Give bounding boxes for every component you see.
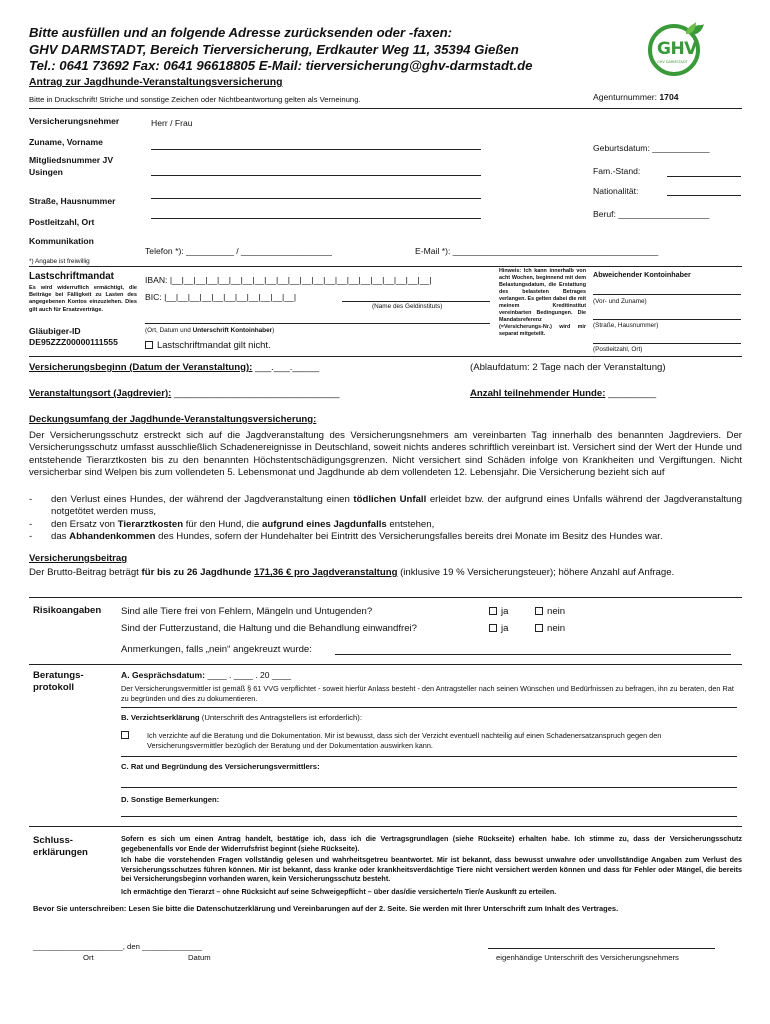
risk-remarks-label: Anmerkungen, falls „nein“ angekreuzt wurde: [121,644,312,655]
name-field[interactable] [151,149,481,150]
agent-number [593,92,679,102]
sepa-title: Lastschriftmandat [29,271,114,282]
closing-label: Schluss- erklärungen [33,835,88,858]
coverage-item-3: - das Abhandenkommen des Hundes, sofern der Hundehalter bei Eintritt des Versicherungsfalles bereits drei Monate im Besitz des Hundes war. [29,530,663,542]
risk-remarks-field[interactable] [335,654,731,655]
risk-q2-yes[interactable]: ja [489,623,508,634]
remarks-field[interactable] [121,816,737,817]
agent-label: Agenturnummer: [593,92,658,102]
risk-q1-no-checkbox[interactable] [535,607,543,615]
other-street-field[interactable] [593,319,741,320]
closing-paragraph-3: Ich ermächtige den Tierarzt – ohne Rücksicht auf seine Schweigepflicht – über das/die versicherte/n Tier/e Auskunft zu erteilen. [121,887,557,896]
closing-paragraph-2: Ich habe die vorstehenden Fragen vollständig gelesen und wahrheitsgetreu beantwortet. Mir ist bekannt, dass bewusst unwahre oder unvollständige Angaben zum Verlust des Versicherungsschutzes führen können. Mir ist bekannt, dass kranke oder krankheitsverdächtige Tiere nicht versichert werden können und dass für Fehler oder Mängel, die bereits bei Versicherungsbeginn vorhanden waren, kein Versicherungsschutz besteht. [121,855,742,884]
waiver-title: B. Verzichtserklärung (Unterschrift des Antragstellers ist erforderlich): [121,713,362,722]
other-street-caption: (Straße, Hausnummer) [593,322,659,329]
header-line-3: Tel.: 0641 73692 Fax: 0641 96618805 E-Mail: tierversicherung@ghv-darmstadt.de [29,58,533,73]
nationality-field[interactable] [667,195,741,196]
consult-label: Beratungs- protokoll [33,670,84,693]
other-holder-title: Abweichender Kontoinhaber [593,270,691,279]
email-field[interactable]: E-Mail *): ___________________________________________ [415,246,659,256]
consult-date-field[interactable]: ____ . ____ . 20 ____ [207,670,292,680]
waiver-checkbox[interactable] [121,731,129,739]
holder-signature-caption: (Ort, Datum und Unterschrift Kontoinhaber) [145,327,275,334]
date-caption: Datum [188,953,211,962]
coverage-item-2: - den Ersatz von Tierarztkosten für den Hund, die aufgrund eines Jagdunfalls entstehen, [29,518,435,530]
consult-date: A. Gesprächsdatum: ____ . ____ . 20 ____ [121,670,292,680]
place-caption: Ort [83,953,94,962]
sepa-text: Es wird widerruflich ermächtigt, die Beiträge bei Fälligkeit zu Lasten des angegebenen Kontos einzuziehen. Dies gilt auch für Ersatzverträge. [29,285,137,313]
bank-field[interactable] [342,301,490,302]
risk-q1-yes-checkbox[interactable] [489,607,497,615]
family-status-label: Fam.-Stand: [593,166,641,176]
consult-a-text: Der Versicherungsvermittler ist gemäß § 61 VVG verpflichtet - soweit hierfür Anlass besteht - den Antragsteller nach seinen Wünschen und Bedürfnissen zu befragen, ihn zu beraten, den Rat zu begründen und dies zu dokumentieren. [121,684,734,703]
risk-label: Risikoangaben [33,605,102,616]
form-title: Antrag zur Jagdhunde-Veranstaltungsversicherung [29,77,283,88]
insurance-start: Versicherungsbeginn (Datum der Veranstaltung): ___.___._____ [29,362,320,373]
remarks-title: D. Sonstige Bemerkungen: [121,795,220,804]
before-sign-note: Bevor Sie unterschreiben: Lesen Sie bitte die Datenschutzerklärung und Vereinbarungen auf der 2. Seite. Sie werden mit Ihrer Unterschrift zum Inhalt des Vertrages. [33,904,619,913]
header-line-1: Bitte ausfüllen und an folgende Adresse zurücksenden oder -faxen: [29,25,453,40]
bank-caption: (Name des Geldinstituts) [372,303,443,310]
logo-text: GHV [657,39,697,59]
member-field[interactable] [151,175,481,176]
advice-field[interactable] [121,787,737,788]
place-date-field[interactable]: _____________________, den ______________ [33,942,202,951]
other-city-field[interactable] [593,343,741,344]
dog-count-field[interactable]: _________ [608,388,657,399]
street-field[interactable] [151,198,481,199]
name-label: Zuname, Vorname [29,137,103,147]
closing-paragraph-1: Sofern es sich um einen Antrag handelt, bestätige ich, dass ich die Vertragsgrundlagen (siehe Rückseite) erhalten habe. Ich stimme zu, dass der Versicherungsschutz gegebenenfalls vor Ende der Widerrufsfrist beginnt (siehe Rückseite). [121,834,742,853]
risk-q2-no[interactable]: nein [535,623,565,634]
coverage-title: Deckungsumfang der Jagdhunde-Veranstaltungsversicherung: [29,414,317,425]
advice-title: C. Rat und Begründung des Versicherungsvermittlers: [121,762,320,771]
postal-label: Postleitzahl, Ort [29,217,95,227]
risk-q1-yes[interactable]: ja [489,606,508,617]
logo-subtext: GHV DARMSTADT [657,60,688,64]
creditor-label: Gläubiger-ID [29,326,81,336]
dog-count: Anzahl teilnehmender Hunde: _________ [470,388,657,399]
signature-holder-field[interactable] [145,323,490,324]
header-line-2: GHV DARMSTADT, Bereich Tierversicherung, Erdkauter Weg 11, 35394 Gießen [29,42,519,57]
ghv-logo [646,22,708,78]
creditor-id: DE95ZZZ00000111555 [29,337,118,347]
family-status-field[interactable] [667,176,741,177]
coverage-list [29,494,742,543]
agent-value: 1704 [659,92,679,102]
waiver-text: Ich verzichte auf die Beratung und die Dokumentation. Mir ist bewusst, dass sich der Verzicht eventuell nachteilig auf einen Schadenersatzanspruch gegen den Versicherungsvermittler bezüglich der Beratung und der Dokumentation auswirken kann. [147,731,662,750]
sepa-hint: Hinweis: Ich kann innerhalb von acht Wochen, beginnend mit dem Belastungsdatum, die Erstattung des belasteten Betrages verlangen. Es gelten dabei die mit meinem Kreditinstitut vereinbarten Bedingungen. Die Mandatsreferenz (=Versicherungs-Nr.) wird mir separat mitgeteilt. [499,268,586,337]
premium-title: Versicherungsbeitrag [29,553,128,564]
job-label: Beruf: ___________________ [593,209,710,219]
other-city-caption: (Postleitzahl, Ort) [593,346,643,353]
bic-boxes: |__|__|__|__|__|__|__|__|__|__|__| [164,292,297,302]
form-instruction: Bitte in Druckschrift! Striche und sonstige Zeichen oder Nichtbeantwortung gelten als Verneinung. [29,95,361,104]
optional-note: *) Angabe ist freiwillig [29,258,90,265]
iban-boxes: |__|__|__|__|__|__|__|__|__|__|__|__|__|__|__|__|__|__|__|__|__|__| [169,275,432,285]
iban-label: IBAN: [145,275,168,285]
mandate-checkbox[interactable] [145,341,153,349]
phone-field[interactable]: Telefon *): __________ / ___________________ [145,246,332,256]
risk-q1-no[interactable]: nein [535,606,565,617]
event-location: Veranstaltungsort (Jagdrevier): _______________________________ [29,388,340,399]
insurance-end: (Ablaufdatum: 2 Tage nach der Veranstaltung) [470,362,666,373]
premium-text: Der Brutto-Beitrag beträgt für bis zu 26 Jagdhunde 171,36 € pro Jagdveranstaltung (inklusive 19 % Versicherungsteuer); höhere Anzahl auf Anfrage. [29,567,675,578]
member-label-1: Mitgliedsnummer JV [29,155,114,165]
mandate-not-wanted[interactable]: Lastschriftmandat gilt nicht. [145,339,271,350]
coverage-item-1: - den Verlust eines Hundes, der während der Jagdveranstaltung einen tödlichen Unfall erleidet bzw. der aufgrund eines Unfalls während der Jagdveranstaltung notgetötet werden muss, [29,494,742,518]
bic-label: BIC: [145,292,162,302]
coverage-paragraph: Der Versicherungsschutz erstreckt sich auf die Jagdveranstaltung des Versicherungsnehmers am vereinbarten Tag innerhalb des benannten Jagdreviers. Der Versicherungsschutz umfasst ausschließlich Schadenereignisse in Deutschland, soweit nichts anderes schriftlich vereinbart ist. Versichert sind der Wert der Hunde und entstehende Tierarztkosten bis zu den benannten Höchstentschädigungsgrenzen. Nicht versichert sind Schäden infolge von Krankheiten und Vergiftungen. Nicht versicherbar sind Welpen bis zum vollendeten 5. Lebensmonat und Jagdhunde ab dem vollendeten 12. Lebensjahr. Die Versicherung bezieht sich auf [29,430,742,478]
street-label: Straße, Hausnummer [29,196,116,206]
event-location-field[interactable]: _______________________________ [174,388,340,399]
risk-question-1: Sind alle Tiere frei von Fehlern, Mängeln und Untugenden? [121,606,373,617]
postal-field[interactable] [151,218,481,219]
risk-q2-no-checkbox[interactable] [535,624,543,632]
birth-label: Geburtsdatum: ____________ [593,143,710,153]
signature-field[interactable] [488,948,715,949]
policyholder-label: Versicherungsnehmer [29,116,120,126]
other-name-caption: (Vor- und Zuname) [593,298,647,305]
nationality-label: Nationalität: [593,186,639,196]
salutation: Herr / Frau [151,118,193,128]
iban-field[interactable] [145,275,431,285]
bic-field[interactable] [145,292,296,302]
communication-label: Kommunikation [29,236,94,246]
member-label-2: Usingen [29,167,63,177]
other-name-field[interactable] [593,294,741,295]
insurance-start-field[interactable]: ___.___._____ [255,362,320,373]
risk-question-2: Sind der Futterzustand, die Haltung und die Behandlung einwandfrei? [121,623,418,634]
risk-q2-yes-checkbox[interactable] [489,624,497,632]
signature-caption: eigenhändige Unterschrift des Versicherungsnehmers [496,953,679,962]
